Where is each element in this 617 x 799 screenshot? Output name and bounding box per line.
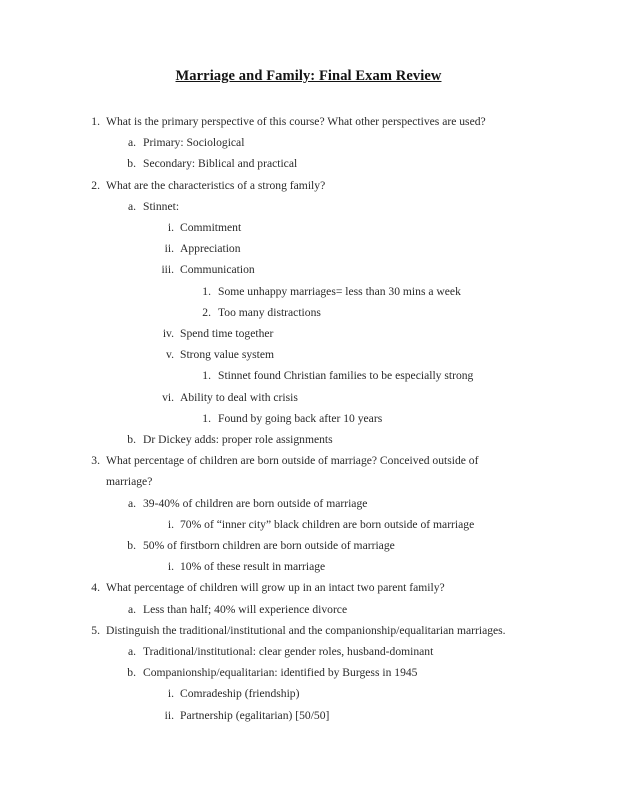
outline-item-marker: iii. [161, 263, 174, 277]
outline-item-text: Distinguish the traditional/institutional and the companionship/equalitarian marriages. [106, 623, 506, 637]
outline-item-level-2 [0, 662, 617, 683]
outline-item-marker: a. [127, 496, 136, 510]
outline-item-level-3 [0, 259, 617, 280]
outline-item-level-4 [0, 408, 617, 429]
outline-item-level-2 [0, 599, 617, 620]
page-title: Marriage and Family: Final Exam Review [175, 68, 442, 84]
outline-item-marker: 5. [91, 623, 100, 637]
outline-item-text: Companionship/equalitarian: identified by Burgess in 1945 [143, 666, 418, 680]
outline-item-text: 50% of firstborn children are born outside of marriage [143, 539, 395, 553]
outline-item-text: Comradeship (friendship) [180, 687, 300, 701]
outline-item-text: Appreciation [180, 242, 241, 256]
outline-item-level-4 [0, 281, 617, 302]
outline-item-level-1 [0, 450, 617, 492]
outline-item-text: What percentage of children will grow up in an intact two parent family? [106, 581, 445, 595]
outline-item-marker: a. [127, 645, 136, 659]
outline-item-marker: 2. [202, 305, 211, 319]
outline-item-marker: 1. [202, 369, 211, 383]
outline-item-level-4 [0, 302, 617, 323]
outline-item-marker: 1. [202, 411, 211, 425]
outline-item-text: Spend time together [180, 327, 274, 341]
outline-item-level-3 [0, 556, 617, 577]
outline-item-marker: i. [167, 687, 174, 701]
outline-item-text: Too many distractions [218, 305, 321, 319]
outline-list [0, 85, 617, 726]
outline-item-level-2 [0, 641, 617, 662]
outline-item-level-2 [0, 153, 617, 174]
outline-item-level-1 [0, 620, 617, 641]
outline-item-level-3 [0, 514, 617, 535]
outline-item-level-1 [0, 577, 617, 598]
outline-item-text: Ability to deal with crisis [180, 390, 298, 404]
outline-item-text: Traditional/institutional: clear gender roles, husband-dominant [143, 645, 434, 659]
outline-item-level-3 [0, 705, 617, 726]
outline-item-marker: ii. [164, 242, 174, 256]
outline-item-level-3 [0, 387, 617, 408]
outline-item-text: What are the characteristics of a strong family? [106, 178, 326, 192]
outline-item-level-3 [0, 344, 617, 365]
outline-item-text: 70% of “inner city” black children are born outside of marriage [180, 517, 475, 531]
outline-item-marker: b. [127, 157, 136, 171]
outline-item-text: Secondary: Biblical and practical [143, 157, 298, 171]
outline-item-level-3 [0, 217, 617, 238]
outline-item-marker: b. [127, 666, 136, 680]
outline-item-marker: v. [166, 348, 174, 362]
outline-item-marker: a. [127, 199, 136, 213]
outline-item-level-1 [0, 111, 617, 132]
outline-item-text: Some unhappy marriages= less than 30 mins a week [218, 284, 461, 298]
outline-item-text: What percentage of children are born outside of marriage? Conceived outside of marriage? [106, 454, 479, 489]
outline-item-marker: 3. [91, 454, 100, 468]
outline-item-text: 10% of these result in marriage [180, 560, 326, 574]
outline-item-level-2 [0, 196, 617, 217]
outline-item-marker: 4. [91, 581, 100, 595]
outline-item-marker: vi. [162, 390, 174, 404]
outline-item-marker: i. [167, 221, 174, 235]
outline-item-marker: iv. [162, 327, 174, 341]
outline-item-level-3 [0, 238, 617, 259]
outline-item-marker: a. [127, 136, 136, 150]
outline-item-level-3 [0, 683, 617, 704]
outline-item-marker: i. [167, 517, 174, 531]
outline-item-level-2 [0, 535, 617, 556]
outline-item-text: Commitment [180, 221, 242, 235]
outline-item-level-3 [0, 323, 617, 344]
outline-item-level-4 [0, 365, 617, 386]
outline-item-text: Stinnet found Christian families to be especially strong [218, 369, 474, 383]
outline-item-text: Partnership (egalitarian) [50/50] [180, 708, 330, 722]
outline-item-text: 39-40% of children are born outside of marriage [143, 496, 368, 510]
outline-item-level-1 [0, 175, 617, 196]
outline-item-text: Dr Dickey adds: proper role assignments [143, 433, 333, 447]
outline-item-marker: 1. [202, 284, 211, 298]
outline-item-marker: 1. [91, 115, 100, 128]
outline-item-marker: a. [127, 602, 136, 616]
outline-item-level-2 [0, 493, 617, 514]
outline-item-text: Less than half; 40% will experience divorce [143, 602, 348, 616]
outline-item-level-2 [0, 132, 617, 153]
outline-item-text: Found by going back after 10 years [218, 411, 383, 425]
outline-item-marker: b. [127, 433, 136, 447]
outline-item-level-2 [0, 429, 617, 450]
outline-item-text: Primary: Sociological [143, 136, 245, 150]
outline-item-text: Communication [180, 263, 255, 277]
outline-item-text: Stinnet: [143, 199, 180, 213]
outline-item-text: Strong value system [180, 348, 275, 362]
outline-item-marker: 2. [91, 178, 100, 192]
outline-item-text: What is the primary perspective of this course? What other perspectives are used? [106, 115, 486, 128]
outline-item-marker: i. [167, 560, 174, 574]
outline-item-marker: b. [127, 539, 136, 553]
outline-item-marker: ii. [164, 708, 174, 722]
